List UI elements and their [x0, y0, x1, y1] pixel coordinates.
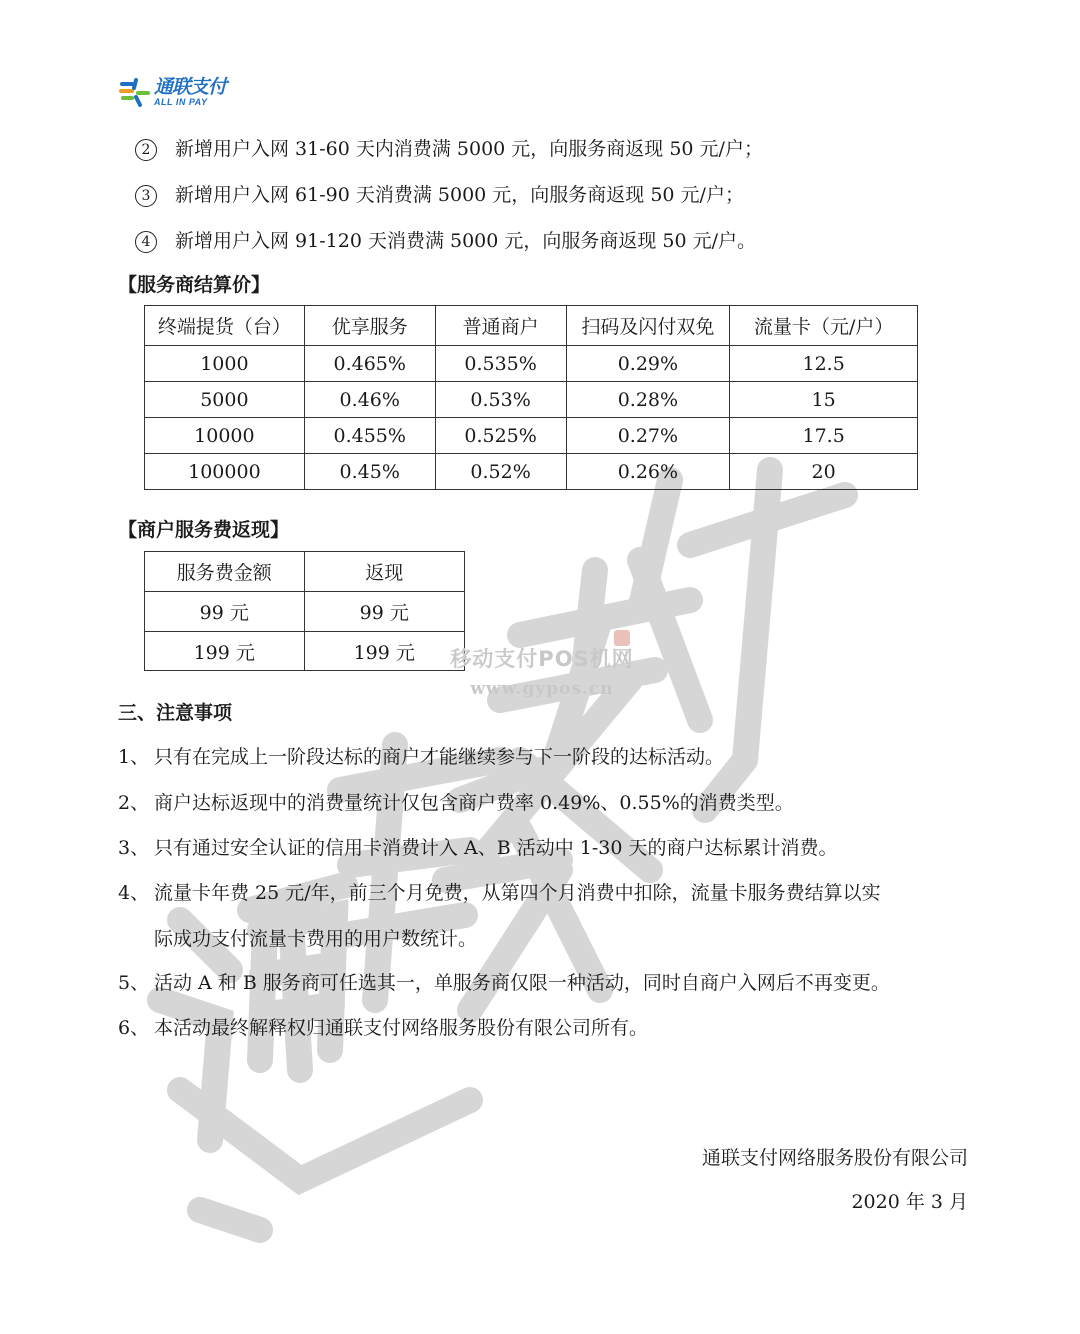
rebate-item	[135, 134, 763, 161]
note-item	[118, 878, 881, 905]
settlement-table	[144, 305, 918, 490]
table-cell: 5000	[145, 382, 305, 418]
site-watermark	[437, 643, 647, 699]
note-item	[118, 742, 724, 769]
table-row	[145, 418, 918, 454]
rebate-item-text: 新增用户入网 61-90 天消费满 5000 元，向服务商返现 50 元/户；	[175, 184, 744, 206]
table-cell: 12.5	[730, 346, 918, 382]
table-cell: 0.26%	[566, 454, 730, 490]
settlement-heading: 【服务商结算价】	[118, 274, 271, 296]
table-cell: 0.525%	[435, 418, 566, 454]
signature-date: 2020 年 3 月	[851, 1191, 968, 1213]
note-text: 只有通过安全认证的信用卡消费计入 A、B 活动中 1-30 天的商户达标累计消费。	[154, 837, 838, 859]
column-header: 普通商户	[435, 306, 566, 346]
table-row	[145, 592, 465, 632]
note-text-continued: 际成功支付流量卡费用的用户数统计。	[154, 928, 478, 950]
site-watermark-url: www.gypos.cn	[470, 679, 614, 699]
rebate-item-text: 新增用户入网 91-120 天消费满 5000 元，向服务商返现 50 元/户。	[175, 230, 757, 252]
column-header: 终端提货（台）	[145, 306, 305, 346]
note-text: 商户达标返现中的消费量统计仅包含商户费率 0.49%、0.55%的消费类型。	[154, 792, 794, 814]
note-item	[118, 788, 794, 815]
rebate-item	[135, 226, 756, 253]
column-header: 流量卡（元/户）	[730, 306, 918, 346]
note-number: 3、	[118, 837, 150, 859]
table-cell: 100000	[145, 454, 305, 490]
table-cell: 0.53%	[435, 382, 566, 418]
note-item	[118, 968, 890, 995]
column-header: 服务费金额	[145, 552, 305, 592]
table-cell: 20	[730, 454, 918, 490]
rebate-item	[135, 180, 744, 207]
table-header-row	[145, 306, 918, 346]
logo-chinese-text: 通联支付	[154, 75, 227, 98]
company-logo	[118, 74, 226, 110]
table-row	[145, 632, 465, 671]
allinpay-logo-icon	[118, 75, 152, 109]
note-item	[118, 1013, 648, 1040]
table-row	[145, 454, 918, 490]
table-header-row	[145, 552, 465, 592]
fee-rebate-table	[144, 551, 465, 671]
table-cell: 10000	[145, 418, 305, 454]
note-text: 活动 A 和 B 服务商可任选其一，单服务商仅限一种活动，同时自商户入网后不再变更。	[154, 972, 890, 994]
note-number: 5、	[118, 972, 150, 994]
table-cell: 15	[730, 382, 918, 418]
table-cell: 0.465%	[304, 346, 435, 382]
note-number: 1、	[118, 746, 150, 768]
column-header: 优享服务	[304, 306, 435, 346]
notes-heading: 三、注意事项	[118, 702, 233, 724]
note-item	[118, 833, 838, 860]
table-cell: 199 元	[145, 632, 305, 671]
fee-rebate-heading: 【商户服务费返现】	[118, 519, 290, 541]
note-text: 流量卡年费 25 元/年，前三个月免费，从第四个月消费中扣除，流量卡服务费结算以实	[154, 882, 881, 904]
table-cell: 0.29%	[566, 346, 730, 382]
table-cell: 0.455%	[304, 418, 435, 454]
table-row	[145, 382, 918, 418]
logo-english-text: ALL IN PAY	[154, 96, 208, 107]
note-number: 6、	[118, 1017, 150, 1039]
table-cell: 199 元	[304, 632, 465, 671]
table-cell: 99 元	[145, 592, 305, 632]
column-header: 返现	[304, 552, 465, 592]
circled-number: 3	[135, 185, 157, 207]
table-cell: 99 元	[304, 592, 465, 632]
table-cell: 1000	[145, 346, 305, 382]
note-number: 2、	[118, 792, 150, 814]
rebate-item-text: 新增用户入网 31-60 天内消费满 5000 元，向服务商返现 50 元/户；	[175, 138, 763, 160]
table-cell: 0.46%	[304, 382, 435, 418]
table-cell: 0.45%	[304, 454, 435, 490]
circled-number: 4	[135, 231, 157, 253]
site-watermark-name: 移动支付POS机网	[450, 647, 634, 671]
table-cell: 0.535%	[435, 346, 566, 382]
circled-number: 2	[135, 139, 157, 161]
table-cell: 17.5	[730, 418, 918, 454]
note-text: 本活动最终解释权归通联支付网络服务股份有限公司所有。	[154, 1017, 649, 1039]
column-header: 扫码及闪付双免	[566, 306, 730, 346]
signature-company: 通联支付网络服务股份有限公司	[701, 1147, 968, 1169]
table-cell: 0.27%	[566, 418, 730, 454]
table-cell: 0.28%	[566, 382, 730, 418]
note-text: 只有在完成上一阶段达标的商户才能继续参与下一阶段的达标活动。	[154, 746, 725, 768]
note-number: 4、	[118, 882, 150, 904]
table-cell: 0.52%	[435, 454, 566, 490]
table-row	[145, 346, 918, 382]
